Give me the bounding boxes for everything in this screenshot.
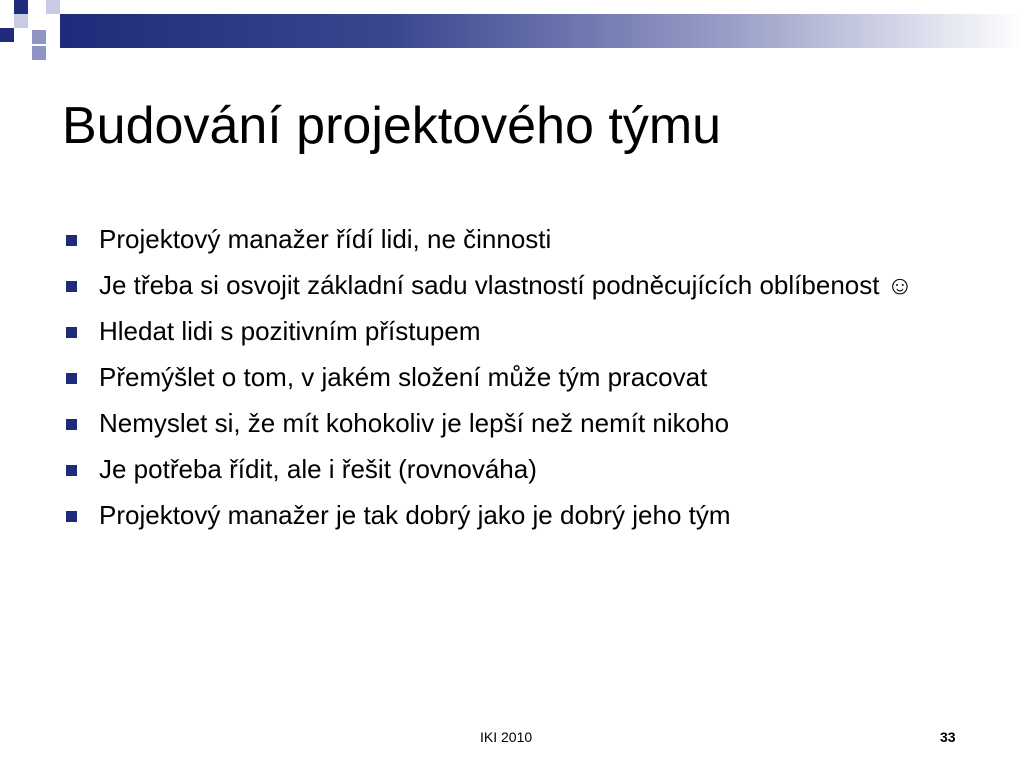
bullet-text: Je třeba si osvojit základní sadu vlastností podněcujících oblíbenost ☺ xyxy=(99,270,914,300)
bullet-text: Hledat lidi s pozitivním přístupem xyxy=(99,316,481,346)
bullet-item xyxy=(66,224,986,255)
square-bullet-icon xyxy=(66,465,77,476)
decor-square xyxy=(0,28,14,42)
bullet-item xyxy=(66,408,986,439)
bullet-item xyxy=(66,500,986,531)
bullet-item xyxy=(66,316,986,347)
decor-square xyxy=(0,0,14,14)
decor-square xyxy=(32,30,46,44)
bullet-text: Přemýšlet o tom, v jakém složení může tým pracovat xyxy=(99,362,708,392)
slide-title: Budování projektového týmu xyxy=(62,97,722,155)
bullet-item xyxy=(66,362,986,393)
bullet-item xyxy=(66,270,986,301)
decor-square xyxy=(14,0,28,14)
decor-square xyxy=(60,4,70,14)
bullet-text: Projektový manažer je tak dobrý jako je dobrý jeho tým xyxy=(99,500,731,530)
square-bullet-icon xyxy=(66,327,77,338)
footer-text: IKI 2010 xyxy=(480,729,533,745)
decor-square xyxy=(14,14,28,28)
decor-square xyxy=(48,30,60,44)
bullet-text: Je potřeba řídit, ale i řešit (rovnováha) xyxy=(99,454,537,484)
square-bullet-icon xyxy=(66,235,77,246)
decor-square xyxy=(46,0,60,14)
square-bullet-icon xyxy=(66,373,77,384)
bullet-text: Nemyslet si, že mít kohokoliv je lepší než nemít nikoho xyxy=(99,408,730,438)
square-bullet-icon xyxy=(66,511,77,522)
bullet-list xyxy=(66,224,986,546)
decor-square xyxy=(32,46,46,60)
bullet-item xyxy=(66,454,986,485)
bullet-text: Projektový manažer řídí lidi, ne činnosti xyxy=(99,224,552,254)
square-bullet-icon xyxy=(66,281,77,292)
header-gradient-bar xyxy=(60,14,1024,48)
page-number: 33 xyxy=(940,729,956,745)
square-bullet-icon xyxy=(66,419,77,430)
